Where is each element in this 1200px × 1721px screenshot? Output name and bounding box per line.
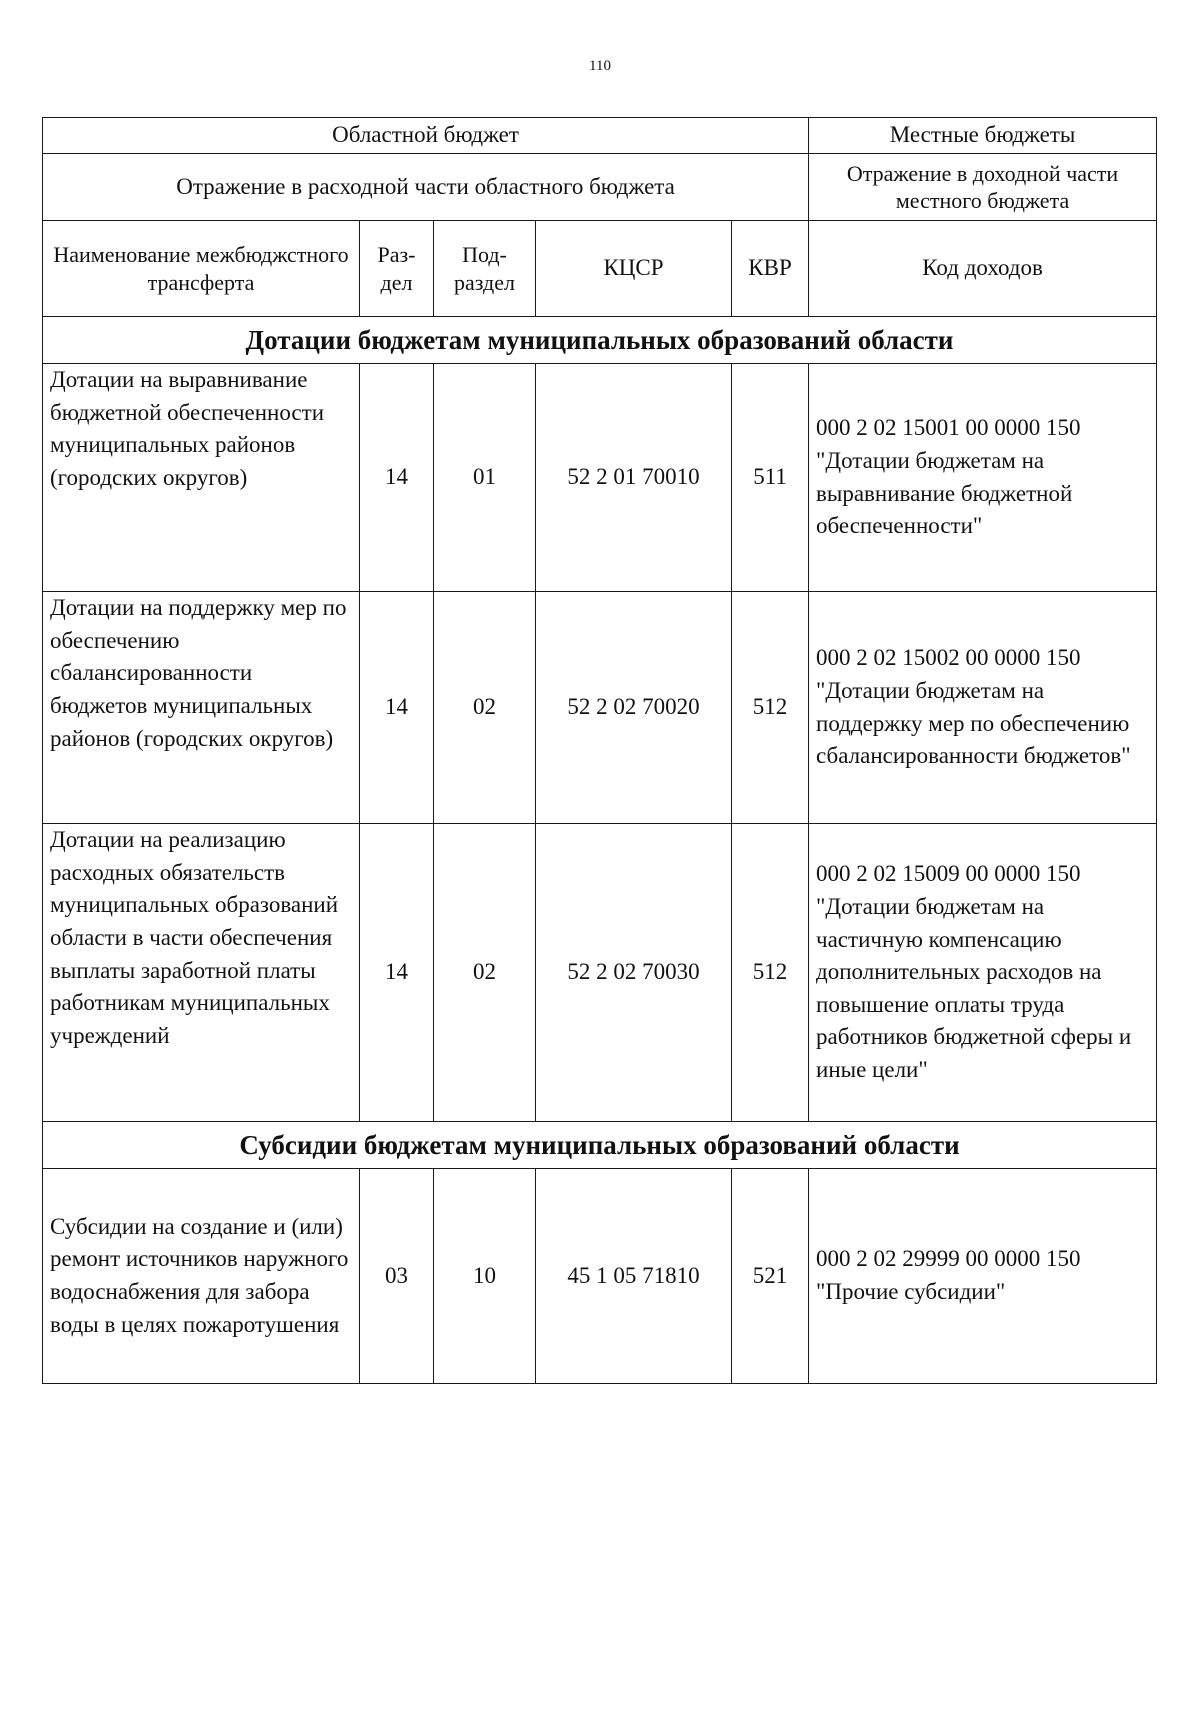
table-row — [43, 592, 1157, 824]
podrazdel-value: 10 — [434, 1169, 536, 1384]
column-header-kcsr: КЦСР — [536, 221, 732, 317]
income-code-value: 000 2 02 15001 00 0000 150 "Дотации бюджетам на выравнивание бюджетной обеспеченности" — [809, 364, 1157, 592]
transfer-name: Дотации на выравнивание бюджетной обеспеченности муниципальных районов (городских округов) — [43, 364, 360, 592]
column-header-kvr: КВР — [732, 221, 809, 317]
razdel-value: 14 — [360, 364, 434, 592]
page-number: 110 — [589, 58, 611, 74]
kvr-value: 512 — [732, 592, 809, 824]
regional-budget-header: Областной бюджет — [43, 118, 809, 154]
expense-reflection-header: Отражение в расходной части областного бюджета — [43, 154, 809, 221]
kvr-value: 521 — [732, 1169, 809, 1384]
kcsr-value: 45 1 05 71810 — [536, 1169, 732, 1384]
kvr-value: 511 — [732, 364, 809, 592]
kcsr-value: 52 2 02 70020 — [536, 592, 732, 824]
table-row — [43, 824, 1157, 1122]
transfer-name: Дотации на поддержку мер по обеспечению сбалансированности бюджетов муниципальных районов (городских округов) — [43, 592, 360, 824]
column-header-name: Наименование межбюджстного трансферта — [43, 221, 360, 317]
podrazdel-value: 02 — [434, 824, 536, 1122]
razdel-value: 14 — [360, 592, 434, 824]
column-header-income-code: Код доходов — [809, 221, 1157, 317]
section-title-dotations: Дотации бюджетам муниципальных образований области — [43, 317, 1157, 364]
transfer-name: Субсидии на создание и (или) ремонт источников наружного водоснабжения для забора воды в целях пожаротушения — [43, 1169, 360, 1384]
column-header-podrazdel: Под-раздел — [434, 221, 536, 317]
table-row — [43, 364, 1157, 592]
transfer-name: Дотации на реализацию расходных обязательств муниципальных образований области в части обеспечения выплаты заработной платы работникам муниципальных учреждений — [43, 824, 360, 1122]
column-header-razdel: Раз-дел — [360, 221, 434, 317]
income-code-value: 000 2 02 15009 00 0000 150 "Дотации бюджетам на частичную компенсацию дополнительных расходов на повышение оплаты труда работников бюджетной сферы и иные цели" — [809, 824, 1157, 1122]
kvr-value: 512 — [732, 824, 809, 1122]
podrazdel-value: 02 — [434, 592, 536, 824]
income-reflection-header: Отражение в доходной части местного бюджета — [809, 154, 1157, 221]
kcsr-value: 52 2 02 70030 — [536, 824, 732, 1122]
local-budgets-header: Местные бюджеты — [809, 118, 1157, 154]
podrazdel-value: 01 — [434, 364, 536, 592]
razdel-value: 03 — [360, 1169, 434, 1384]
razdel-value: 14 — [360, 824, 434, 1122]
kcsr-value: 52 2 01 70010 — [536, 364, 732, 592]
income-code-value: 000 2 02 29999 00 0000 150 "Прочие субсидии" — [809, 1169, 1157, 1384]
section-title-subsidies: Субсидии бюджетам муниципальных образований области — [43, 1122, 1157, 1169]
income-code-value: 000 2 02 15002 00 0000 150 "Дотации бюджетам на поддержку мер по обеспечению сбалансированности бюджетов" — [809, 592, 1157, 824]
interbudget-transfers-table — [42, 117, 1157, 1384]
table-row — [43, 1169, 1157, 1384]
